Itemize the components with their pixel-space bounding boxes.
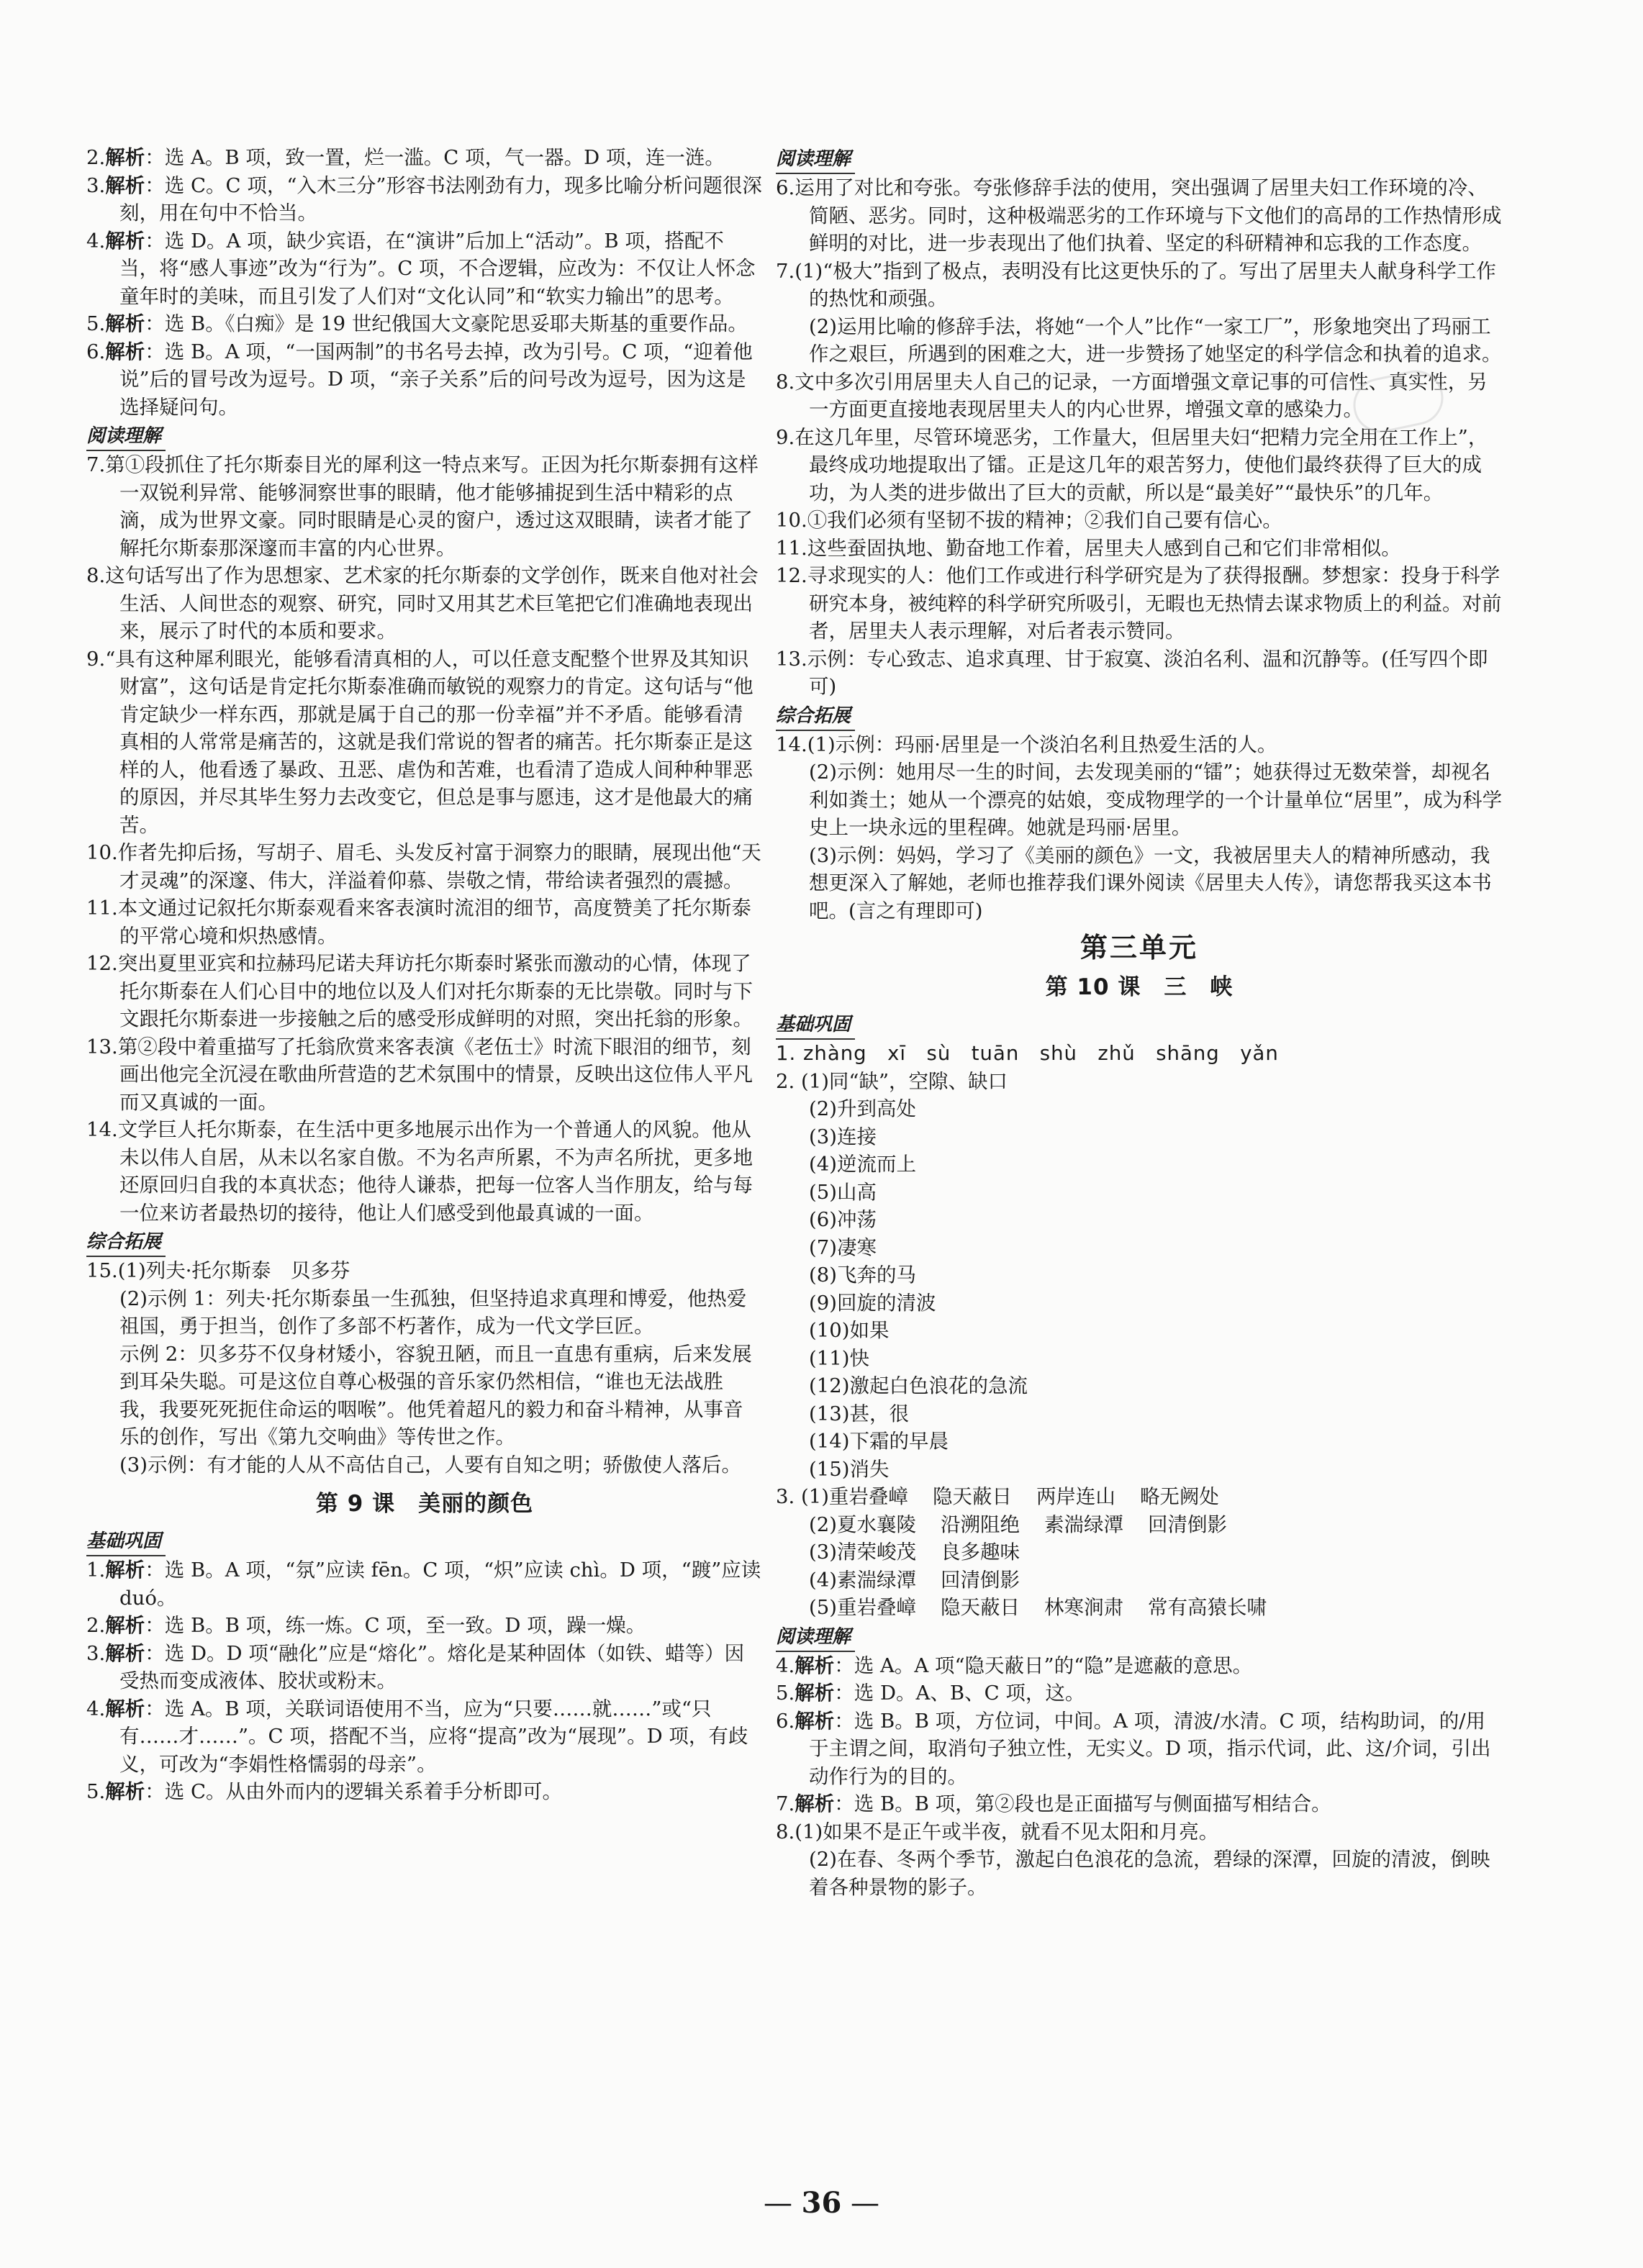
phrase-row (776, 1511, 1503, 1539)
item-text: 本文通过记叙托尔斯泰观看来客表演时流泪的细节，高度赞美了托尔斯泰的平常心境和炽热感情。 (117, 897, 751, 948)
item-number: 3. (86, 1641, 106, 1665)
answer-item (86, 894, 763, 950)
answer-item (86, 144, 763, 172)
item-number: 9. (86, 647, 106, 671)
item-text: 运用了对比和夸张。夸张修辞手法的使用，突出强调了居里夫妇工作环境的冷、简陋、恶劣。同时，这种极端恶劣的工作环境与下文他们的高昂的工作热情形成鲜明的对比，进一步表现出了他们执着、坚定的科研精神和忘我的工作态度。 (795, 176, 1502, 255)
answer-item (776, 174, 1503, 258)
phrase-row (776, 1483, 1503, 1511)
page-number: — 36 — (763, 2186, 880, 2220)
item-text: (3)示例：妈妈，学习了《美丽的颜色》一文，我被居里夫人的精神所感动，我想更深入了解她，老师也推荐我们课外阅读《居里夫人传》，请您帮我买这本书吧。(言之有理即可) (809, 843, 1492, 922)
item-number: 11. (776, 536, 807, 560)
phrase-row (776, 1594, 1503, 1622)
item-number: 2. (86, 146, 106, 169)
item-text: (1)“极大”指到了极点，表明没有比这更快乐的了。写出了居里夫人献身科学工作的热忱和顽强。 (795, 259, 1496, 310)
answer-item (86, 1116, 763, 1227)
answer-item (776, 507, 1503, 535)
section-reading-right-2: 阅读理解 (776, 1623, 855, 1652)
analysis-tag: 解析 (105, 229, 145, 253)
item-number: 10. (776, 509, 807, 532)
item-text: (3)示例：有才能的人从不高估自己，人要有自知之明；骄傲使人落后。 (119, 1453, 741, 1477)
lesson-9-title: 第 9 课 美丽的颜色 (315, 1491, 534, 1517)
answer-item (776, 535, 1503, 563)
item-number: 12. (86, 952, 118, 975)
answer-line (776, 731, 1503, 759)
item-text: (1)列夫·托尔斯泰 贝多芬 (117, 1259, 350, 1282)
unit-3-title: 第三单元 (1080, 932, 1198, 963)
answer-line (776, 758, 1503, 842)
item-text: (2)示例 1：列夫·托尔斯泰虽一生孤独，但坚持追求真理和博爱，他热爱祖国，勇于担当，创作了多部不朽著作，成为一代文学巨匠。 (119, 1287, 747, 1338)
item-number: 8. (776, 370, 795, 394)
answer-line (86, 1451, 763, 1479)
phrase: (2)夏水襄陵 (809, 1512, 916, 1536)
item-number: 3. (86, 173, 106, 197)
definition-item: (6)冲荡 (809, 1208, 877, 1231)
section-basic-left: 基础巩固 (86, 1528, 166, 1556)
item-text: ：选 D。D 项“融化”应是“熔化”。熔化是某种固体（如铁、蜡等）因受热而变成液体、胶状或粉末。 (119, 1641, 745, 1692)
phrase: 隐天蔽日 (940, 1596, 1020, 1619)
answer-item (86, 1640, 763, 1695)
item-text: (2)在春、冬两个季节，激起白色浪花的急流，碧绿的深潭，回旋的清波，倒映着各种景物的影子。 (809, 1848, 1490, 1899)
answer-item (776, 1790, 1503, 1818)
analysis-tag: 解析 (105, 312, 145, 335)
item-text: ：选 B。B 项，方位词，中间。A 项，清波/水清。C 项，结构助词，的/用于主谓之间，取消句子独立性，无实义。D 项，指示代词，此、这/介词，引出动作行为的目的。 (809, 1709, 1491, 1788)
item-number: 14. (86, 1118, 118, 1141)
phrase: 沿溯阻绝 (940, 1512, 1020, 1536)
item-text: ：选 B。B 项，第②段也是正面描写与侧面描写相结合。 (834, 1792, 1331, 1815)
item-number: 6. (86, 340, 106, 363)
phrase: 略无阙处 (1139, 1485, 1219, 1508)
lesson-9-basic-items (86, 1556, 763, 1806)
item-number: 12. (776, 564, 807, 587)
item-text: ：选 A。B 项，关联词语使用不当，应为“只要……就……”或“只有……才……”。C 项，搭配不当，应将“提高”改为“展现”。D 项，有歧义，可改为“李娟性格懦弱的母亲”。 (119, 1697, 748, 1776)
section-basic-right: 基础巩固 (776, 1011, 855, 1040)
pinyin-answer: 1. zhàng xī sù tuān shù zhǔ shāng yǎn (776, 1042, 1279, 1065)
item-number: 5. (776, 1682, 795, 1705)
item-text: ：选 A。A 项“隐天蔽日”的“隐”是遮蔽的意思。 (834, 1654, 1253, 1677)
section-extend-left: 综合拓展 (86, 1228, 166, 1257)
answer-line (86, 1341, 763, 1451)
item-text: “具有这种犀利眼光，能够看清真相的人，可以任意支配整个世界及其知识财富”，这句话是肯定托尔斯泰准确而敏锐的观察力的肯定。这句话与“他肯定缺少一样东西，那就是属于自己的那一份幸福”并不矛盾。能够看清真相的人常常是痛苦的，这就是我们常说的智者的痛苦。托尔斯泰正是这样的人，他看透了暴政、丑恶、虐伪和苦难，也看清了造成人间种种罪恶的原因，并尽其毕生努力去改变它，但总是事与愿违，这才是他最大的痛苦。 (105, 647, 753, 837)
item-text: 作者先抑后扬，写胡子、眉毛、头发反衬富于洞察力的眼睛，展现出他“天才灵魂”的深邃、伟大，洋溢着仰慕、崇敬之情，带给读者强烈的震撼。 (117, 841, 761, 892)
answer-item (86, 839, 763, 894)
analysis-tag: 解析 (105, 1614, 145, 1637)
analysis-tag: 解析 (795, 1792, 835, 1815)
item-number: 13. (86, 1035, 118, 1058)
phrase: 林寒涧肃 (1044, 1596, 1123, 1619)
analysis-tag: 解析 (105, 173, 145, 197)
item-number: 6. (776, 176, 795, 199)
phrase: (5)重岩叠嶂 (809, 1596, 916, 1619)
definition-item: (2)升到高处 (809, 1097, 916, 1120)
answer-item (776, 562, 1503, 645)
item-text: 寻求现实的人：他们工作或进行科学研究是为了获得报酬。梦想家：投身于科学研究本身，被纯粹的科学研究所吸引，无暇也无热情去谋求物质上的利益。对前者，居里夫人表示理解，对后者表示赞同。 (807, 564, 1502, 643)
item-number: 13. (776, 647, 807, 671)
item-number: 9. (776, 425, 795, 449)
item-number: 2. (86, 1614, 106, 1637)
phrase: (4)素湍绿潭 (809, 1568, 916, 1592)
item-text: ：选 B。B 项，练一炼。C 项，至一致。D 项，躁一燥。 (145, 1614, 646, 1637)
page-number-value: 36 (801, 2186, 842, 2220)
item-text: ：选 C。从由外而内的逻辑关系着手分析即可。 (145, 1780, 563, 1803)
item-text: 示例 2：贝多芬不仅身材矮小，容貌丑陋，而且一直患有重病，后来发展到耳朵失聪。可是这位自尊心极强的音乐家仍然相信，“谁也无法战胜我，我要死死扼住命运的咽喉”。他凭着超凡的毅力和奋斗精神，从事音乐的创作，写出《第九交响曲》等传世之作。 (119, 1342, 752, 1448)
answer-line (86, 1285, 763, 1341)
answer-item (776, 258, 1503, 313)
definition-item: (10)如果 (809, 1319, 890, 1342)
answer-item (86, 227, 763, 311)
answer-item (776, 424, 1503, 507)
definition-item: (11)快 (809, 1346, 869, 1370)
item-15 (86, 1257, 763, 1479)
item-number: 11. (86, 897, 118, 920)
item-text: ：选 B。A 项，“一国两制”的书名号去掉，改为引号。C 项，“迎着他说”后的冒号改为逗号。D 项，“亲子关系”后的问号改为逗号，因为这是选择疑问句。 (119, 340, 753, 419)
section-reading-right: 阅读理解 (776, 145, 855, 174)
answer-item (86, 1033, 763, 1117)
item-text: 这句话写出了作为思想家、艺术家的托尔斯泰的文学创作，既来自他对社会生活、人间世态的观察、研究，同时又用其艺术巨笔把它们准确地表现出来，展示了时代的本质和要求。 (105, 564, 759, 643)
item-number: 5. (86, 1780, 106, 1803)
answer-item (86, 338, 763, 422)
item-text: ：选 A。B 项，致一置，烂一滥。C 项，气一器。D 项，连一涟。 (145, 146, 725, 169)
definition-item: (7)凄寒 (809, 1235, 877, 1259)
item-2-first: 2. (1)同“缺”，空隙、缺口 (776, 1069, 1008, 1093)
answer-item (86, 1778, 763, 1806)
phrase-row (776, 1566, 1503, 1595)
left-reading-items (86, 451, 763, 1227)
item-2-list (776, 1095, 1503, 1483)
phrase-row (776, 1538, 1503, 1566)
definition-item: (12)激起白色浪花的急流 (809, 1374, 1028, 1397)
answer-line (86, 1257, 763, 1285)
item-text: ：选 D。A 项，缺少宾语，在“演讲”后加上“活动”。B 项，搭配不当，将“感人事迹”改为“行为”。C 项，不合逻辑，应改为：不仅让人怀念童年时的美味，而且引发了人们对“文化认同”和“软实力输出”的思考。 (119, 229, 756, 308)
answer-item (776, 1679, 1503, 1707)
item-text: 突出夏里亚宾和拉赫玛尼诺夫拜访托尔斯泰时紧张而激动的心情，体现了托尔斯泰在人们心目中的地位以及人们对托尔斯泰的无比崇敬。同时与下文跟托尔斯泰进一步接触之后的感受形成鲜明的对照，突出托翁的形象。 (117, 952, 753, 1030)
analysis-tag: 解析 (105, 1559, 145, 1582)
answer-item (86, 1556, 763, 1612)
definition-item: (13)甚，很 (809, 1402, 909, 1425)
item-number: 10. (86, 841, 118, 864)
item-number: 4. (86, 229, 106, 253)
item-text: ：选 B。《白痴》是 19 世纪俄国大文豪陀思妥耶夫斯基的重要作品。 (145, 312, 748, 335)
section-extend-right: 综合拓展 (776, 702, 855, 731)
item-text: ：选 C。C 项，“入木三分”形容书法刚劲有力，现多比喻分析问题很深刻，用在句中不恰当。 (119, 173, 762, 224)
answer-item (776, 1652, 1503, 1680)
answer-item (776, 1707, 1503, 1791)
item-number: 6. (776, 1709, 795, 1733)
phrase: 回清倒影 (1147, 1512, 1227, 1536)
item-text: (1)示例：玛丽·居里是一个淡泊名利且热爱生活的人。 (807, 732, 1277, 756)
item-number: 7. (776, 259, 795, 283)
phrase: 回清倒影 (940, 1568, 1020, 1592)
item-text: 第①段抓住了托尔斯泰目光的犀利这一特点来写。正因为托尔斯泰拥有这样一双锐利异常、能够洞察世事的眼睛，他才能够捕捉到生活中精彩的点滴，成为世界文豪。同时眼睛是心灵的窗户，透过这双眼睛，读者才能了解托尔斯泰那深邃而丰富的内心世界。 (105, 453, 759, 560)
phrase: 隐天蔽日 (932, 1485, 1012, 1508)
definition-item: (14)下霜的早晨 (809, 1430, 949, 1453)
answer-item (776, 1846, 1503, 1901)
definition-item: (4)逆流而上 (809, 1153, 916, 1176)
item-number: 7. (776, 1792, 795, 1815)
answer-item (86, 172, 763, 227)
answer-item (86, 451, 763, 562)
answer-item (86, 562, 763, 645)
analysis-tag: 解析 (105, 340, 145, 363)
item-number: 7. (86, 453, 106, 476)
item-text: (1)如果不是正午或半夜，就看不见太阳和月亮。 (795, 1820, 1219, 1843)
item-text: 第②段中着重描写了托翁欣赏来客表演《老伍士》时流下眼泪的细节，刻画出他完全沉浸在歌曲所营造的艺术氛围中的情景，反映出这位伟人平凡而又真诚的一面。 (117, 1035, 753, 1114)
analysis-tag: 解析 (105, 1697, 145, 1720)
analysis-tag: 解析 (795, 1709, 835, 1733)
phrase: 良多趣味 (940, 1541, 1020, 1564)
answer-item (86, 1695, 763, 1779)
answer-item (86, 1612, 763, 1640)
analysis-tag: 解析 (795, 1682, 835, 1705)
answer-item (86, 645, 763, 840)
item-text: 文中多次引用居里夫人自己的记录，一方面增强文章记事的可信性、真实性，另一方面更直接地表现居里夫人的内心世界，增强文章的感染力。 (795, 370, 1488, 421)
answer-item (776, 1818, 1503, 1846)
analysis-tag: 解析 (105, 1780, 145, 1803)
item-text: (2)示例：她用尽一生的时间，去发现美丽的“镭”；她获得过无数荣誉，却视名利如粪土；她从一个漂亮的姑娘，变成物理学的一个计量单位“居里”，成为科学史上一块永远的里程碑。她就是玛丽·居里。 (809, 761, 1503, 839)
item-number: 1. (86, 1559, 106, 1582)
item-number: 14. (776, 732, 807, 756)
lesson-10-reading-items (776, 1652, 1503, 1902)
answer-item (776, 645, 1503, 701)
item-number: 8. (86, 564, 106, 587)
item-text: 文学巨人托尔斯泰，在生活中更多地展示出作为一个普通人的风貌。他从未以伟人自居，从未以名家自傲。不为名声所累，不为声名所扰，更多地还原回归自我的本真状态；他待人谦恭，把每一位客人当作朋友，给与每一位来访者最热切的接待，他让人们感受到他最真诚的一面。 (117, 1118, 753, 1225)
analysis-tag: 解析 (795, 1654, 835, 1677)
item-text: 这些蚕固执地、勤奋地工作着，居里夫人感到自己和它们非常相似。 (807, 536, 1401, 560)
item-3-grid (776, 1483, 1503, 1622)
phrase: 常有高猿长啸 (1147, 1596, 1267, 1619)
phrase: 两岸连山 (1036, 1485, 1115, 1508)
item-text: (2)运用比喻的修辞手法，将她“一个人”比作“一家工厂”，形象地突出了玛丽工作之艰巨，所遇到的困难之大，进一步赞扬了她坚定的科学信念和执着的追求。 (809, 314, 1502, 366)
phrase: 素湍绿潭 (1044, 1512, 1123, 1536)
item-text: ：选 B。A 项，“氛”应读 fēn。C 项，“炽”应读 chì。D 项，“踱”应读 duó。 (119, 1559, 761, 1610)
analysis-tag: 解析 (105, 1641, 145, 1665)
phrase: (3)清荣峻茂 (809, 1541, 916, 1564)
answer-item (86, 950, 763, 1033)
phrase: 3. (1)重岩叠嶂 (776, 1485, 908, 1508)
item-text: 示例：专心致志、追求真理、甘于寂寞、淡泊名利、温和沉静等。(任写四个即可) (807, 647, 1488, 698)
answer-item (86, 310, 763, 338)
item-text: 在这几年里，尽管环境恶劣，工作量大，但居里夫妇“把精力完全用在工作上”，最终成功地提取出了镭。正是这几年的艰苦努力，使他们最终获得了巨大的成功，为人类的进步做出了巨大的贡献，所以是“最美好”“最快乐”的几年。 (795, 425, 1488, 504)
answer-line (776, 842, 1503, 925)
item-number: 8. (776, 1820, 795, 1843)
item-14 (776, 731, 1503, 925)
item-number: 4. (776, 1654, 795, 1677)
analysis-tag: 解析 (105, 146, 145, 169)
item-number: 4. (86, 1697, 106, 1720)
item-text: ①我们必须有坚韧不拔的精神；②我们自己要有信心。 (807, 509, 1282, 532)
section-reading-left: 阅读理解 (86, 422, 166, 451)
definition-item: (15)消失 (809, 1457, 890, 1481)
definition-item: (8)飞奔的马 (809, 1264, 916, 1287)
left-column (86, 144, 763, 1806)
answer-item (776, 313, 1503, 368)
definition-item: (3)连接 (809, 1125, 877, 1148)
left-basic-items (86, 144, 763, 421)
item-number: 5. (86, 312, 106, 335)
right-reading-items (776, 174, 1503, 701)
lesson-10-title: 第 10 课 三 峡 (1045, 974, 1234, 1000)
definition-item: (9)回旋的清波 (809, 1291, 936, 1315)
item-number: 15. (86, 1259, 118, 1282)
item-text: ：选 D。A、B、C 项，这。 (834, 1682, 1085, 1705)
definition-item: (5)山高 (809, 1180, 877, 1204)
